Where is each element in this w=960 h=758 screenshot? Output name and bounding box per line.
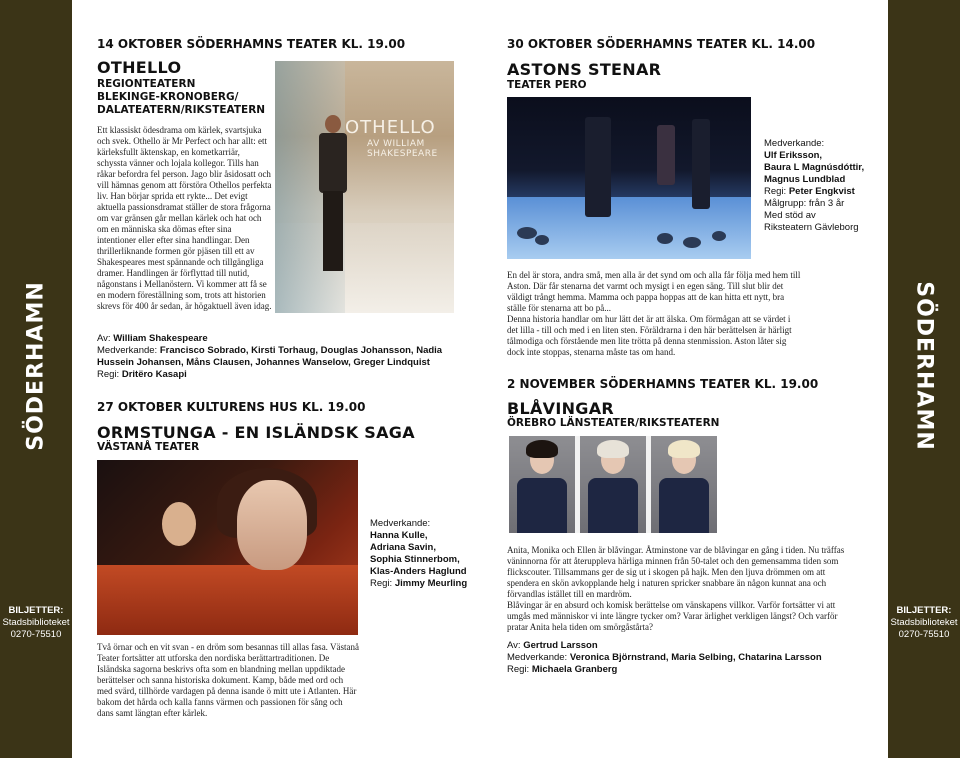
- cast-name: Hanna Kulle,: [370, 530, 428, 541]
- blavingar-credits: [507, 640, 877, 676]
- author-name: Gertrud Larsson: [523, 640, 598, 651]
- support-line: Riksteatern Gävleborg: [764, 222, 859, 233]
- blavingar-company: ÖREBRO LÄNSTEATER/RIKSTEATERN: [507, 417, 720, 429]
- tickets-info: [0, 605, 72, 641]
- author-label: Av:: [507, 640, 521, 651]
- director-label: Regi:: [370, 578, 393, 589]
- othello-date: 14 OKTOBER SÖDERHAMNS TEATER KL. 19.00: [97, 37, 406, 51]
- tickets-venue: Stadsbiblioteket: [890, 617, 958, 628]
- othello-company-line: REGIONTEATERN: [97, 78, 196, 90]
- blavingar-photo: [509, 436, 717, 533]
- author-label: Av:: [97, 333, 111, 344]
- othello-company-line: DALATEATERN/RIKSTEATERN: [97, 104, 266, 116]
- target-audience: Målgrupp: från 3 år: [764, 198, 845, 209]
- blavingar-paragraph: Anita, Monika och Ellen är blåvingar. Åtminstone var de blåvingar en gång i tiden. Nu träffas väninnorna för att återuppleva härliga minnen från 50-talet och den gemensamma tiden som flickscouter. Tillsammans ger de sig ut i skogen på hajk. Men den ljuva drömmen om att spendera en skön avkopplande helg i naturen spricker snabbare än någon kunnat ana och förvandlas istället till en mardröm.: [507, 545, 845, 599]
- cast-name: Adriana Savin,: [370, 542, 436, 553]
- othello-credits: [97, 333, 457, 381]
- blavingar-paragraph: Blåvingar är en absurd och komisk berättelse om vänskapens villkor. Varför fortsätter vi att umgås med människor vi inte längre tycker om? Varar ärlighet verkligen längst? Och varför pratar Anita hela tiden om smörgåstårta?: [507, 600, 838, 632]
- ormstunga-title: ORMSTUNGA - EN ISLÄNDSK SAGA: [97, 423, 415, 442]
- aston-title: ASTONS STENAR: [507, 60, 662, 79]
- director-label: Regi:: [764, 186, 787, 197]
- director-name: Michaela Granberg: [531, 664, 618, 675]
- othello-company-line: BLEKINGE-KRONOBERG/: [97, 91, 239, 103]
- blavingar-description: [507, 545, 852, 633]
- cast-label: Medverkande:: [507, 652, 568, 663]
- othello-company: [97, 78, 272, 117]
- aston-paragraph: En del är stora, andra små, men alla är det synd om och alla får följa med hem till Aston. Där får stenarna det varmt och mysigt i en egen säng. Till slut blir det väldigt trångt hemma. Mamma och pappa hoppas att de kan hitta ett nytt, bra ställe för stenarna att bo på...: [507, 270, 801, 313]
- ormstunga-credits: [370, 518, 490, 590]
- tickets-label: BILJETTER:: [896, 605, 952, 616]
- poster-subtitle: AV WILLIAM SHAKESPEARE: [367, 139, 438, 159]
- ormstunga-photo: [97, 460, 358, 635]
- sidebar-title: SÖDERHAMN: [23, 281, 49, 451]
- othello-poster-image: [275, 61, 454, 313]
- director-label: Regi:: [97, 369, 120, 380]
- right-sidebar: [888, 0, 960, 758]
- director-name: Peter Engkvist: [788, 186, 855, 197]
- aston-photo: [507, 97, 751, 259]
- cast-name: Ulf Eriksson,: [764, 150, 823, 161]
- director-name: Jimmy Meurling: [394, 578, 468, 589]
- poster-title: OTHELLO: [345, 117, 436, 138]
- ormstunga-date: 27 OKTOBER KULTURENS HUS KL. 19.00: [97, 400, 366, 414]
- support-line: Med stöd av: [764, 210, 816, 221]
- tickets-label: BILJETTER:: [8, 605, 64, 616]
- ormstunga-description: Två örnar och en vit svan - en dröm som besannas till allas fasa. Västanå Teater fortsätter att utforska den nordiska berättartraditionen. De Isländska sagorna beskrivs ofta som en blandning mellan uppdiktade berättelser och sanna historiska dokument. Kamp, både med ord och med svärd, tillhörde vardagen på denna isande ö mitt ute i Atlanten. Här bakom det hårda och kalla fanns värmen och passionen för sång och dans samt längtan efter kärlek.: [97, 642, 360, 718]
- aston-date: 30 OKTOBER SÖDERHAMNS TEATER KL. 14.00: [507, 37, 816, 51]
- cast-name: Klas-Anders Haglund: [370, 566, 467, 577]
- aston-paragraph: Denna historia handlar om hur lätt det är att älska. Om förmågan att se värdet i det lilla - till och med i en liten sten. Föräldrarna i den här berättelsen är härligt tålmodiga och förstående men lite trötta på denna stenmission. Aston låter sig dock inte stoppas, stenarna måste tas om hand.: [507, 314, 792, 357]
- cast-name: Sophia Stinnerbom,: [370, 554, 460, 565]
- tickets-info: [888, 605, 960, 641]
- director-label: Regi:: [507, 664, 530, 675]
- cast-label: Medverkande:: [370, 518, 431, 529]
- sidebar-title: SÖDERHAMN: [911, 281, 937, 451]
- director-name: Dritëro Kasapi: [121, 369, 187, 380]
- aston-credits: [764, 138, 884, 234]
- aston-description: [507, 270, 803, 358]
- aston-company: TEATER PERO: [507, 79, 587, 91]
- cast-label: Medverkande:: [764, 138, 825, 149]
- othello-title: OTHELLO: [97, 58, 182, 77]
- blavingar-title: BLÅVINGAR: [507, 399, 615, 418]
- cast-names: Francisco Sobrado, Kirsti Torhaug, Douglas Johansson, Nadia Hussein Johansen, Måns Clausen, Johannes Wanselow, Greger Lindquist: [97, 345, 443, 368]
- ormstunga-company: VÄSTANÅ TEATER: [97, 441, 200, 453]
- tickets-phone: 0270-75510: [10, 629, 62, 640]
- othello-description: Ett klassiskt ödesdrama om kärlek, svartsjuka och svek. Othello är Mr Perfect och har allt: ett kärleksfullt äktenskap, en kometkarriär, schyssta vänner och lojala kollegor. Tills han råkar befordra fel person. Jago blir åsidosatt och vill hämnas genom att förstöra Othellos perfekta liv. Han börjar sprida ett rykte... Det evigt aktuella passionsdramat ställer de stora frågorna om var gränsen går mellan kärlek och hat och om en människa ska dömas efter sina intentioner eller efter sina handlingar. Den thrillerliknande formen gör pjäsen till ett av Shakespeares mest spännande och tillgängliga dramer. Handlingen är förflyttad till nutid, någonstans i Mellanöstern. Vi kommer att få se en modern föreställning som, trots att historien skrevs för 400 år sedan, är högaktuell även idag.: [97, 125, 272, 311]
- blavingar-date: 2 NOVEMBER SÖDERHAMNS TEATER KL. 19.00: [507, 377, 819, 391]
- cast-name: Magnus Lundblad: [764, 174, 846, 185]
- tickets-venue: Stadsbiblioteket: [2, 617, 70, 628]
- tickets-phone: 0270-75510: [898, 629, 950, 640]
- left-sidebar: [0, 0, 72, 758]
- cast-names: Veronica Björnstrand, Maria Selbing, Chatarina Larsson: [569, 652, 822, 663]
- cast-name: Baura L Magnúsdóttir,: [764, 162, 865, 173]
- cast-label: Medverkande:: [97, 345, 158, 356]
- author-name: William Shakespeare: [113, 333, 208, 344]
